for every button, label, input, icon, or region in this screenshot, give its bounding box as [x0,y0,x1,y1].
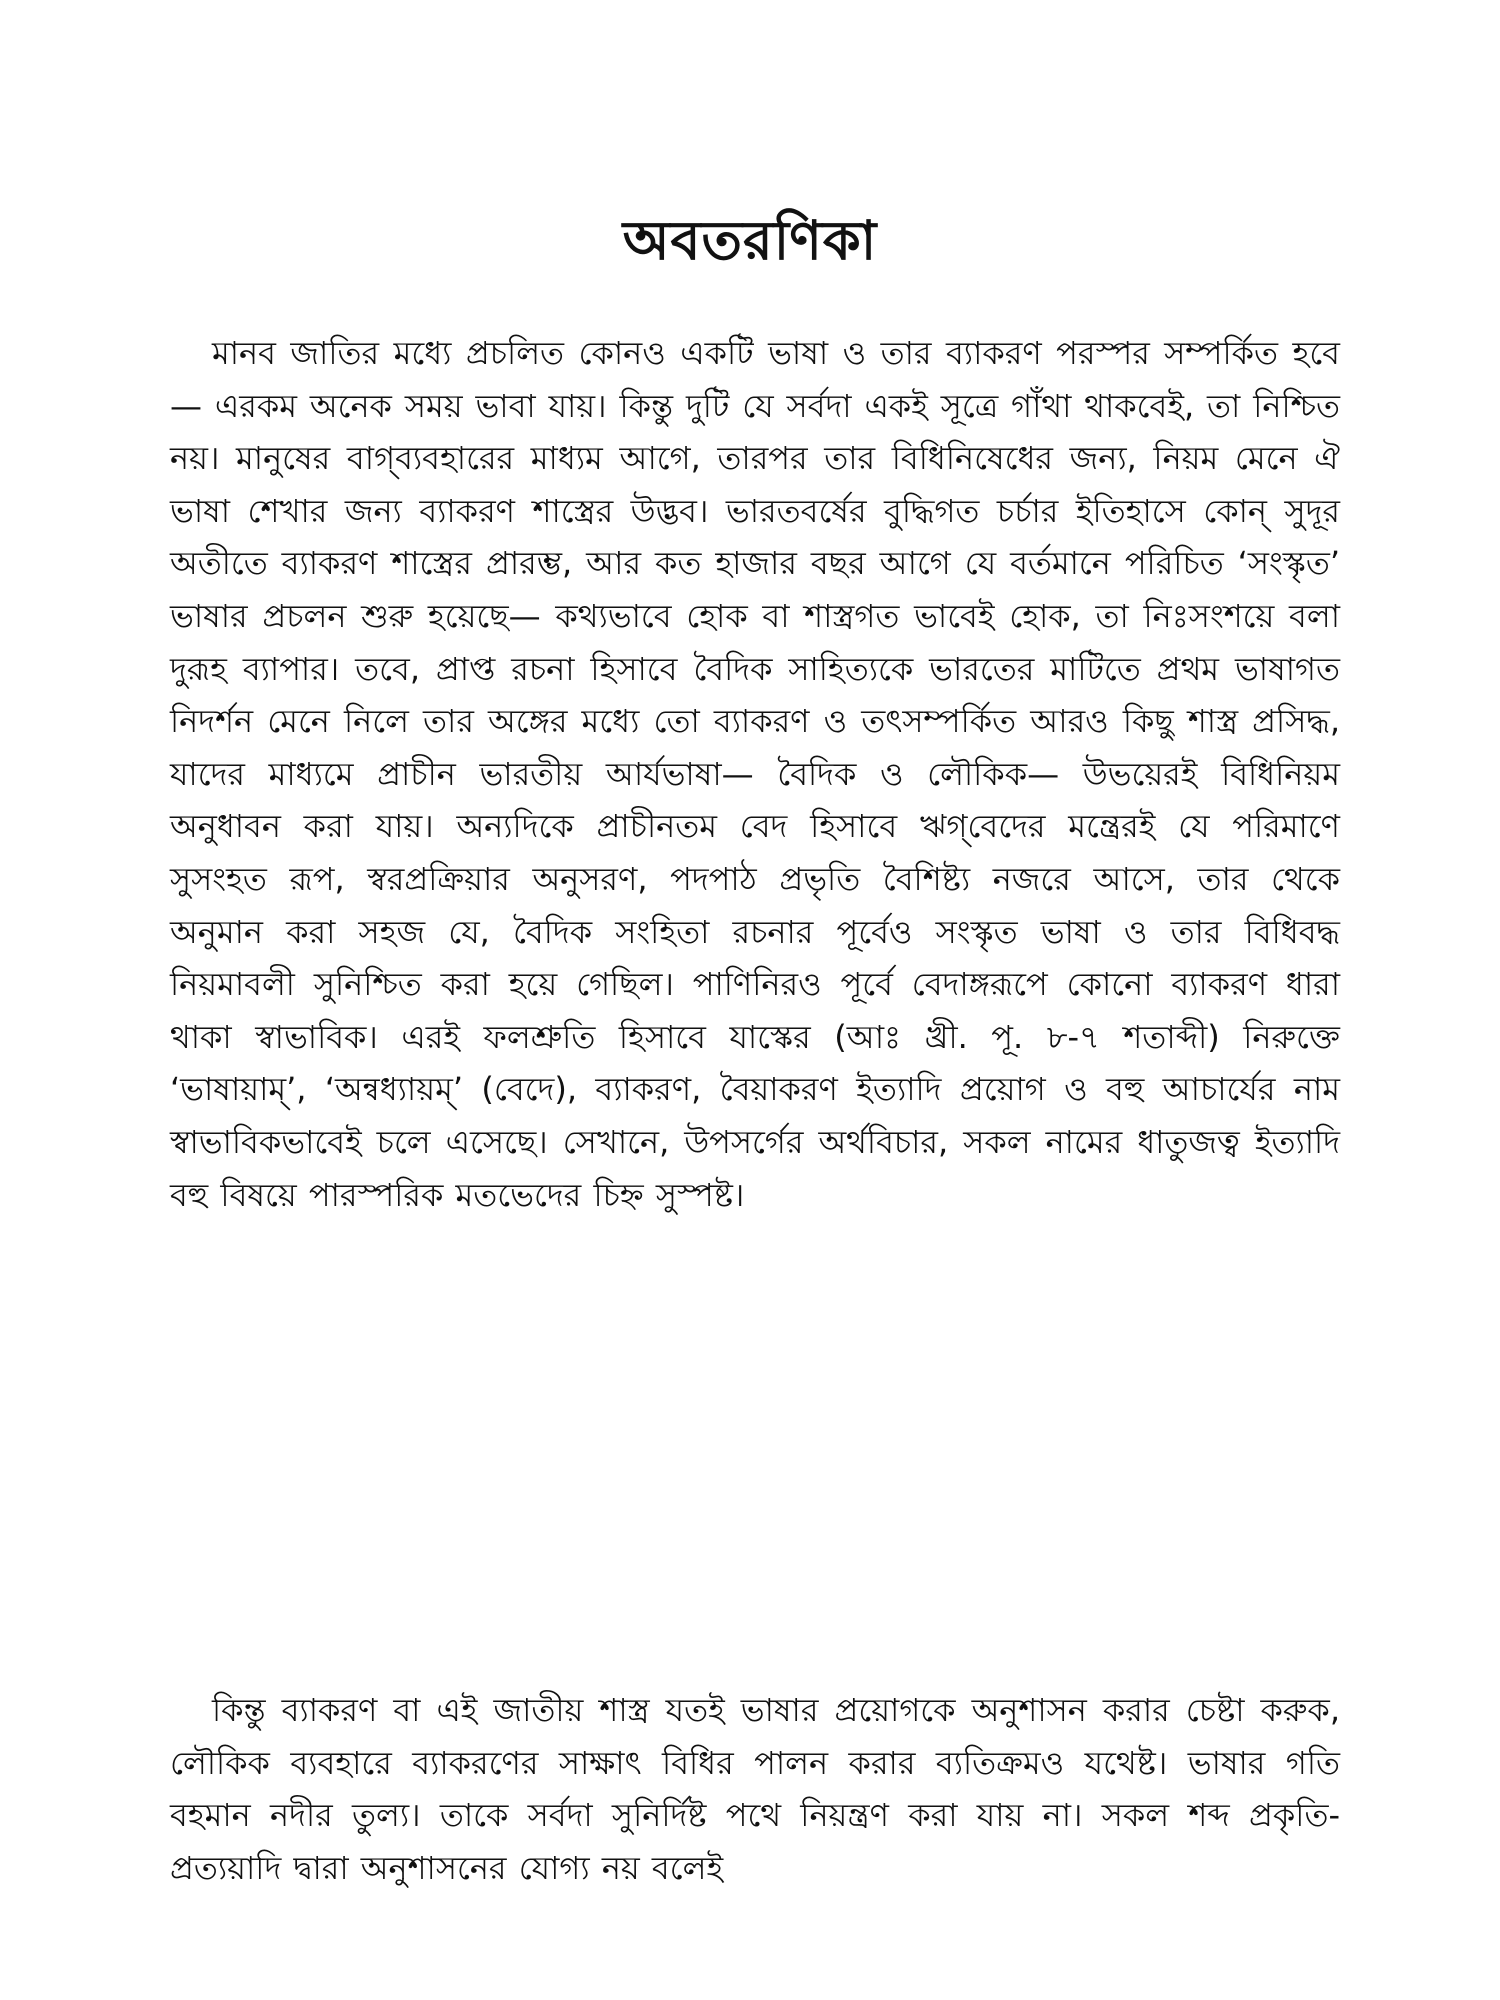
page-title: অবতরণিকা [622,209,878,273]
paragraph-1: মানব জাতির মধ্যে প্রচলিত কোনও একটি ভাষা ও তার ব্যাকরণ পরস্পর সম্পর্কিত হবে— এরকম অনেক সময় ভাবা যায়। কিন্তু দুটি যে সর্বদা একই সূত্রে গাঁথা থাকবেই, তা নিশ্চিত নয়। মানুষের বাগ্‌ব্যবহারের মাধ্যম আগে, তারপর তার বিধিনিষেধের জন্য, নিয়ম মেনে ঐ ভাষা শেখার জন্য ব্যাকরণ শাস্ত্রের উদ্ভব। ভারতবর্ষের বুদ্ধিগত চর্চার ইতিহাসে কোন্ সুদূর অতীতে ব্যাকরণ শাস্ত্রের প্রারম্ভ, আর কত হাজার বছর আগে যে বর্তমানে পরিচিত ‘সংস্কৃত’ ভাষার প্রচলন শুরু হয়েছে— কথ্যভাবে হোক বা শাস্ত্রগত ভাবেই হোক, তা নিঃসংশয়ে বলা দুরূহ ব্যাপার। তবে, প্রাপ্ত রচনা হিসাবে বৈদিক সাহিত্যকে ভারতের মাটিতে প্রথম ভাষাগত নিদর্শন মেনে নিলে তার অঙ্গের মধ্যে তো ব্যাকরণ ও তৎসম্পর্কিত আরও কিছু শাস্ত্র প্রসিদ্ধ, যাদের মাধ্যমে প্রাচীন ভারতীয় আর্যভাষা— বৈদিক ও লৌকিক— উভয়েরই বিধিনিয়ম অনুধাবন করা যায়। অন্যদিকে প্রাচীনতম বেদ হিসাবে ঋগ্‌বেদের মন্ত্রেরই যে পরিমাণে সুসংহত রূপ, স্বরপ্রক্রিয়ার অনুসরণ, পদপাঠ প্রভৃতি বৈশিষ্ট্য নজরে আসে, তার থেকে অনুমান করা সহজ যে, বৈদিক সংহিতা রচনার পূর্বেও সংস্কৃত ভাষা ও তার বিধিবদ্ধ নিয়মাবলী সুনিশ্চিত করা হয়ে গেছিল। পাণিনিরও পূর্বে বেদাঙ্গরূপে কোনো ব্যাকরণ ধারা থাকা স্বাভাবিক। এরই ফলশ্রুতি হিসাবে যাস্কের (আঃ খ্রী. পূ. ৮-৭ শতাব্দী) নিরুক্তে ‘ভাষায়াম্’, ‘অন্বধ্যায়ম্’ (বেদে), ব্যাকরণ, বৈয়াকরণ ইত্যাদি প্রয়োগ ও বহু আচার্যের নাম স্বাভাবিকভাবেই চলে এসেছে। সেখানে, উপসর্গের অর্থবিচার, সকল নামের ধাতুজত্ব ইত্যাদি বহু বিষয়ে পারস্পরিক মতভেদের চিহ্ন সুস্পষ্ট। [170,334,1340,1214]
paragraph-2: কিন্তু ব্যাকরণ বা এই জাতীয় শাস্ত্র যতই ভাষার প্রয়োগকে অনুশাসন করার চেষ্টা করুক, লৌকিক ব্যবহারে ব্যাকরণের সাক্ষাৎ বিধির পালন করার ব্যতিক্রমও যথেষ্ট। ভাষার গতি বহমান নদীর তুল্য। তাকে সর্বদা সুনির্দিষ্ট পথে নিয়ন্ত্রণ করা যায় না। সকল শব্দ প্রকৃতি-প্রত্যয়াদি দ্বারা অনুশাসনের যোগ্য নয় বলেই [170,1691,1340,1887]
